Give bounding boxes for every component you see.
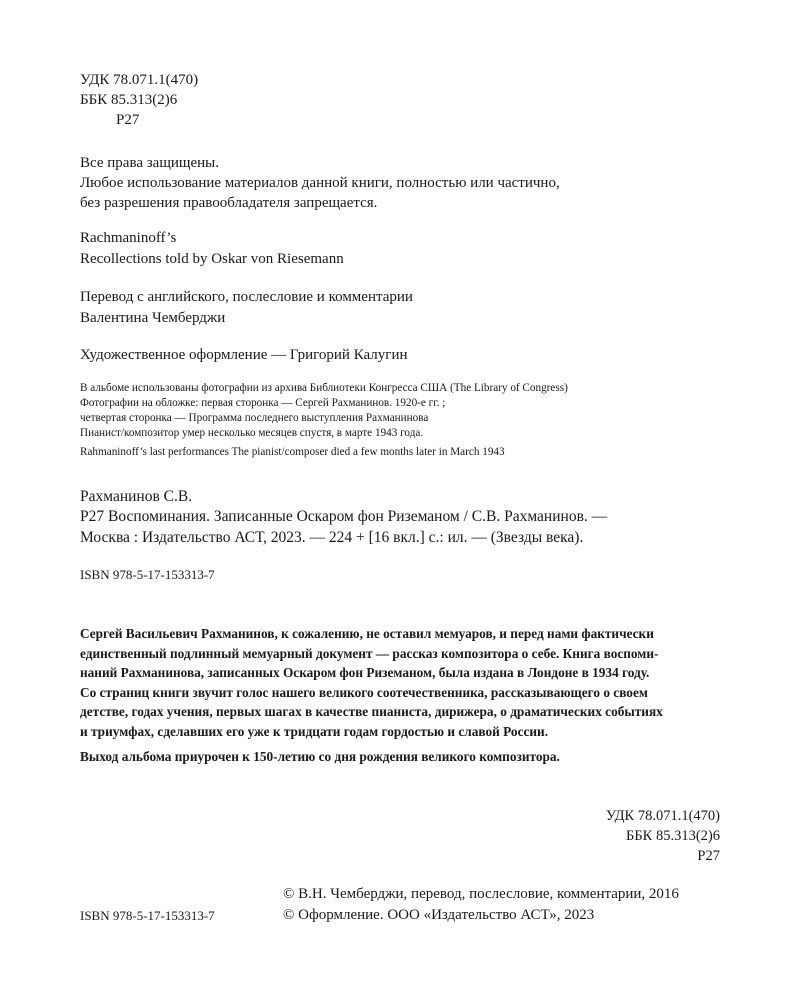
rights-notice (80, 153, 560, 213)
author-mark: Р27 (697, 848, 720, 864)
translation-credit (80, 287, 413, 329)
translator-name: Валентина Чемберджи (80, 310, 226, 326)
photo-note-english: Rahmaninoff’s last performances The pianist/composer died a few months later in March 1943 (80, 446, 505, 458)
design-credit: Художественное оформление — Григорий Калугин (80, 347, 408, 363)
copyright-line: © В.Н. Чемберджи, перевод, послесловие, комментарии, 2016 (283, 886, 679, 902)
original-title (80, 228, 344, 270)
bbk-code: ББК 85.313(2)6 (626, 828, 720, 844)
photo-note-line: Пианист/композитор умер несколько месяцев спустя, в марте 1943 года. (80, 427, 424, 439)
original-title-line: Recollections told by Oskar von Riesemann (80, 251, 344, 267)
author-mark: Р27 (116, 112, 140, 128)
annotation-line: наний Рахманинова, записанных Оскаром фон Риземаном, была издана в Лондоне в 1934 году. (80, 665, 650, 680)
catalog-line: Р27 Воспоминания. Записанные Оскаром фон Риземаном / С.В. Рахманинов. — (80, 508, 608, 525)
copyright-line: © Оформление. ООО «Издательство АСТ», 2023 (283, 907, 595, 923)
translation-line: Перевод с английского, послесловие и комментарии (80, 289, 413, 305)
udk-block-top (80, 70, 198, 130)
annotation-line: Сергей Васильевич Рахманинов, к сожалению, не оставил мемуаров, и перед нами фактически (80, 626, 654, 641)
rights-line: Все права защищены. (80, 155, 219, 171)
photo-note-line: В альбоме использованы фотографии из архива Библиотеки Конгресса США (The Library of Congress) (80, 382, 568, 394)
copyright-block (283, 884, 679, 926)
photo-note-line: Фотографии на обложке: первая сторонка — Сергей Рахманинов. 1920-е гг. ; (80, 397, 446, 409)
bbk-code: ББК 85.313(2)6 (80, 92, 178, 108)
jubilee-note: Выход альбома приурочен к 150-летию со дня рождения великого композитора. (80, 749, 560, 764)
catalog-entry (80, 506, 607, 548)
isbn-bottom: ISBN 978-5-17-153313-7 (80, 908, 215, 923)
rights-line: Любое использование материалов данной книги, полностью или частично, (80, 175, 560, 191)
isbn-top: ISBN 978-5-17-153313-7 (80, 567, 215, 582)
photo-note-line: четвертая сторонка — Программа последнего выступления Рахманинова (80, 412, 429, 424)
catalog-author: Рахманинов С.В. (80, 488, 193, 505)
photo-notes (80, 381, 568, 460)
annotation-line: и триумфах, сделавших его уже к тридцати годам гордостью и славой России. (80, 723, 549, 739)
annotation-line: детстве, годах учения, первых шагах в качестве пианиста, дирижера, о драматических событиях (80, 704, 663, 719)
udk-code: УДК 78.071.1(470) (605, 808, 720, 824)
annotation-line: единственный подлинный мемуарный документ — рассказ композитора о себе. Книга воспоми- (80, 645, 659, 661)
catalog-line: Москва : Издательство АСТ, 2023. — 224 + [16 вкл.] с.: ил. — (Звезды века). (80, 529, 584, 546)
annotation-line: Со страниц книги звучит голос нашего великого соотечественника, рассказывающего о своем (80, 684, 648, 700)
rights-line: без разрешения правообладателя запрещается. (80, 195, 378, 211)
annotation (80, 624, 720, 741)
udk-block-bottom (606, 806, 720, 866)
udk-code: УДК 78.071.1(470) (80, 72, 199, 88)
original-title-line: Rachmaninoff’s (80, 230, 177, 246)
